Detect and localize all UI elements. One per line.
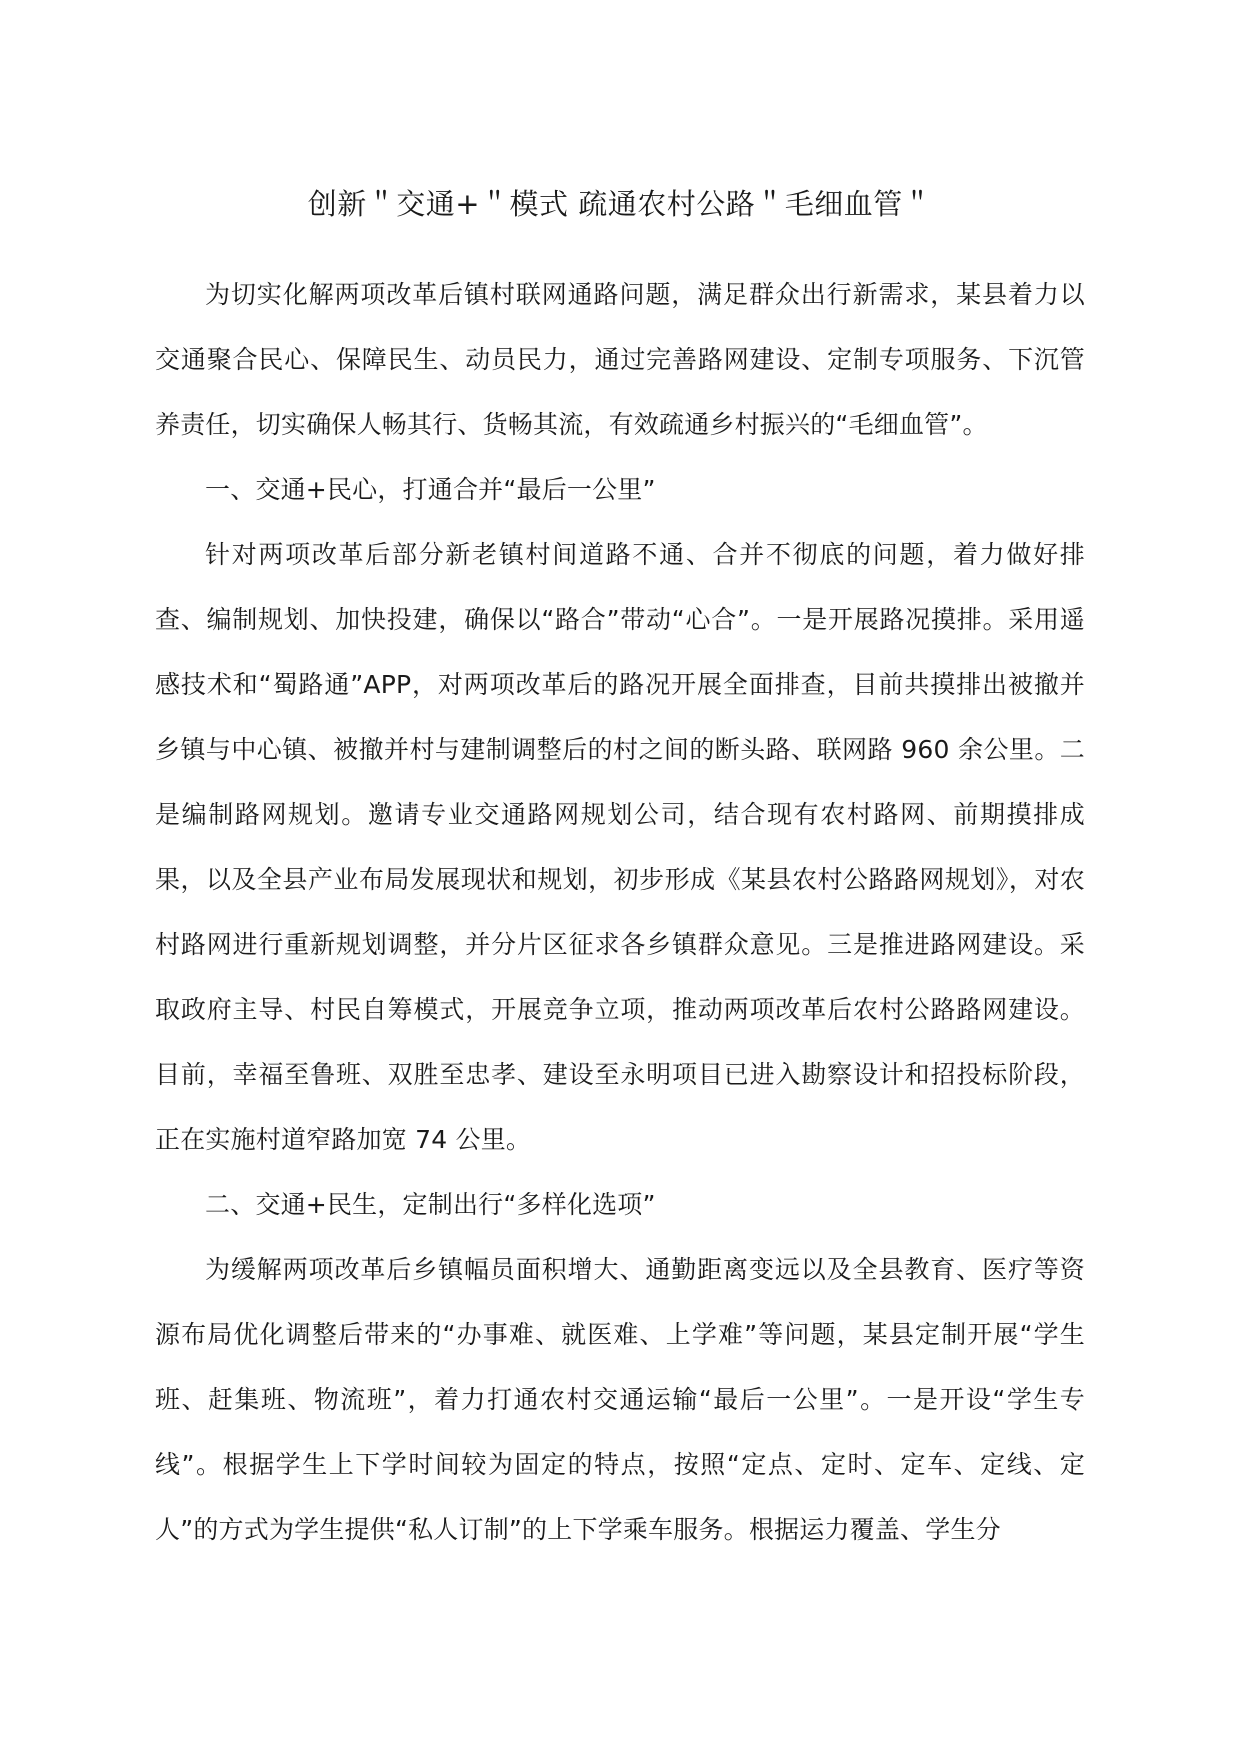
document-title: 创新＂交通+＂模式 疏通农村公路＂毛细血管＂ <box>307 187 933 221</box>
section-heading-2: 二、交通+民生，定制出行“多样化选项” <box>205 1190 656 1219</box>
section-2-paragraph: 为缓解两项改革后乡镇幅员面积增大、通勤距离变远以及全县教育、医疗等资源布局优化调整后带来的“办事难、就医难、上学难”等问题，某县定制开展“学生班、赶集班、物流班”，着力打通农村交通运输“最后一公里”。一是开设“学生专线”。根据学生上下学时间较为固定的特点，按照“定点、定时、定车、定线、定人”的方式为学生提供“私人订制”的上下学乘车服务。根据运力覆盖、学生分 <box>155 1255 1085 1544</box>
document-body <box>155 262 1085 1562</box>
section-heading-1: 一、交通+民心，打通合并“最后一公里” <box>205 475 656 504</box>
intro-paragraph: 为切实化解两项改革后镇村联网通路问题，满足群众出行新需求，某县着力以交通聚合民心、保障民生、动员民力，通过完善路网建设、定制专项服务、下沉管养责任，切实确保人畅其行、货畅其流，有效疏通乡村振兴的“毛细血管”。 <box>155 280 1085 439</box>
section-1-paragraph: 针对两项改革后部分新老镇村间道路不通、合并不彻底的问题，着力做好排查、编制规划、加快投建，确保以“路合”带动“心合”。一是开展路况摸排。采用遥感技术和“蜀路通”APP，对两项改革后的路况开展全面排查，目前共摸排出被撤并乡镇与中心镇、被撤并村与建制调整后的村之间的断头路、联网路 960 余公里。二是编制路网规划。邀请专业交通路网规划公司，结合现有农村路网、前期摸排成果，以及全县产业布局发展现状和规划，初步形成《某县农村公路路网规划》，对农村路网进行重新规划调整，并分片区征求各乡镇群众意见。三是推进路网建设。采取政府主导、村民自筹模式，开展竞争立项，推动两项改革后农村公路路网建设。目前，幸福至鲁班、双胜至忠孝、建设至永明项目已进入勘察设计和招投标阶段，正在实施村道窄路加宽 74 公里。 <box>155 540 1085 1154</box>
